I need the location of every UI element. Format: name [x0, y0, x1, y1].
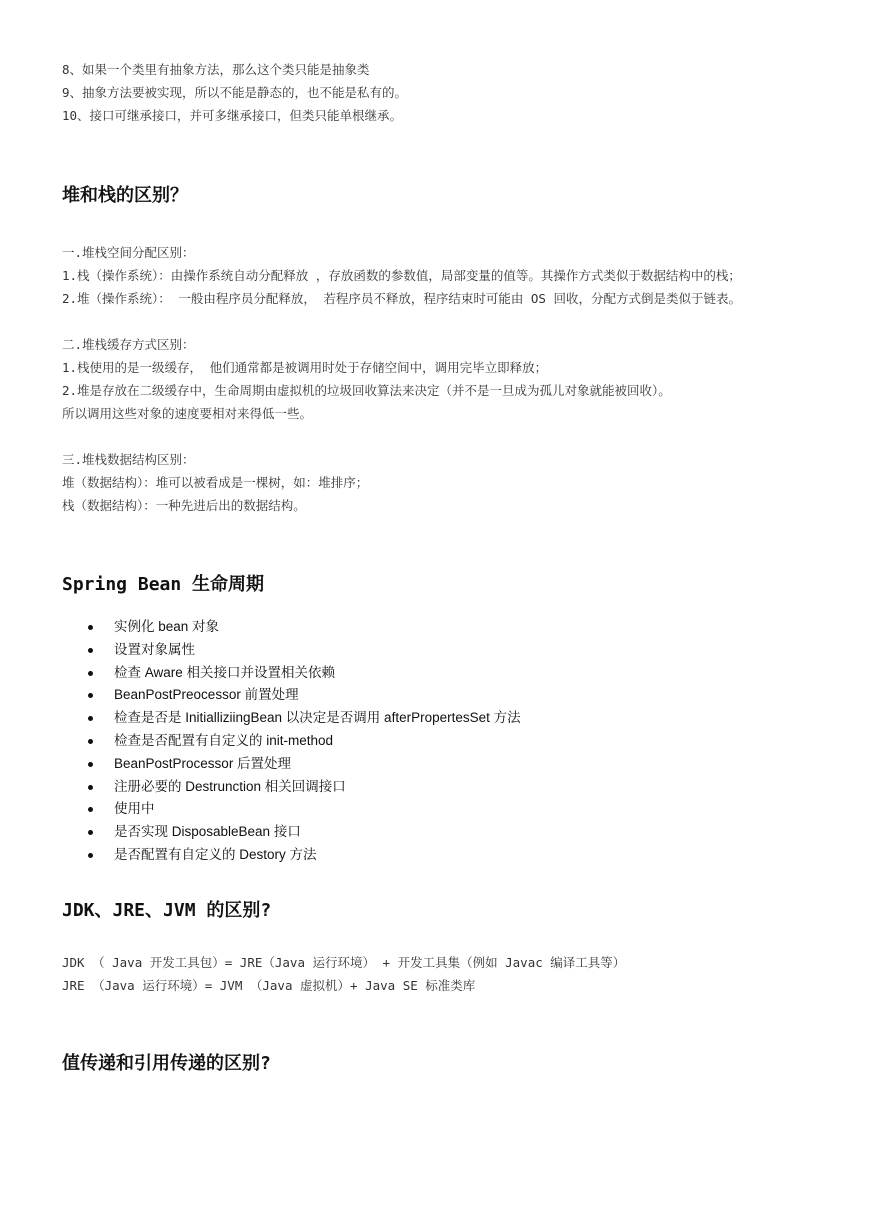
- jdk-line-1: JDK （ Java 开发工具包）= JRE（Java 运行环境） + 开发工具集（例如 Javac 编译工具等）: [62, 954, 626, 970]
- jdk-heading: JDK、JRE、JVM 的区别?: [62, 899, 272, 921]
- list-item: 使用中: [62, 798, 822, 821]
- list-item: 检查 Aware 相关接口并设置相关依赖: [62, 662, 822, 685]
- spring-lifecycle-list: [62, 616, 822, 867]
- list-item: 实例化 bean 对象: [62, 616, 822, 639]
- section-1-title: 一.堆栈空间分配区别：: [62, 245, 195, 260]
- intro-line-8: 8、如果一个类里有抽象方法，那么这个类只能是抽象类: [62, 62, 370, 77]
- heap-stack-heading: 堆和栈的区别？: [62, 185, 188, 206]
- list-item: 检查是否是 InitialliziingBean 以决定是否调用 afterPropertesSet 方法: [62, 707, 822, 730]
- section-2-line-1: 1.栈使用的是一级缓存， 他们通常都是被调用时处于存储空间中，调用完毕立即释放；: [62, 360, 548, 375]
- list-item: 注册必要的 Destrunction 相关回调接口: [62, 776, 822, 799]
- section-2-line-3: 所以调用这些对象的速度要相对来得低一些。: [62, 406, 313, 421]
- list-item: 是否实现 DisposableBean 接口: [62, 821, 822, 844]
- section-2-title: 二.堆栈缓存方式区别：: [62, 337, 195, 352]
- heap-stack-section-3: [62, 448, 822, 517]
- list-item: 检查是否配置有自定义的 init-method: [62, 730, 822, 753]
- list-item: 是否配置有自定义的 Destory 方法: [62, 844, 822, 867]
- section-3-line-2: 栈（数据结构）：一种先进后出的数据结构。: [62, 498, 306, 513]
- section-3-line-1: 堆（数据结构）：堆可以被看成是一棵树，如：堆排序；: [62, 475, 369, 490]
- intro-line-10: 10、接口可继承接口，并可多继承接口，但类只能单根继承。: [62, 108, 403, 123]
- pass-heading: 值传递和引用传递的区别?: [62, 1052, 271, 1074]
- section-1-line-1: 1.栈（操作系统）：由操作系统自动分配释放 ，存放函数的参数值，局部变量的值等。其操作方式类似于数据结构中的栈；: [62, 268, 741, 283]
- list-item: BeanPostPreocessor 前置处理: [62, 684, 822, 707]
- document-page: [62, 58, 822, 1078]
- heap-stack-section-2: [62, 333, 822, 425]
- spring-heading: Spring Bean 生命周期: [62, 574, 265, 595]
- list-item: 设置对象属性: [62, 639, 822, 662]
- jdk-line-2: JRE （Java 运行环境）= JVM （Java 虚拟机）+ Java SE 标准类库: [62, 977, 476, 993]
- intro-line-9: 9、抽象方法要被实现，所以不能是静态的，也不能是私有的。: [62, 85, 408, 100]
- heap-stack-section-1: [62, 241, 822, 310]
- intro-list: [62, 58, 822, 127]
- section-1-line-2: 2.堆（操作系统）： 一般由程序员分配释放， 若程序员不释放，程序结束时可能由 OS 回收，分配方式倒是类似于链表。: [62, 291, 741, 306]
- list-item: BeanPostProcessor 后置处理: [62, 753, 822, 776]
- jdk-section: [62, 951, 822, 997]
- section-3-title: 三.堆栈数据结构区别：: [62, 452, 195, 467]
- section-2-line-2: 2.堆是存放在二级缓存中，生命周期由虚拟机的垃圾回收算法来决定（并不是一旦成为孤儿对象就能被回收）。: [62, 383, 671, 398]
